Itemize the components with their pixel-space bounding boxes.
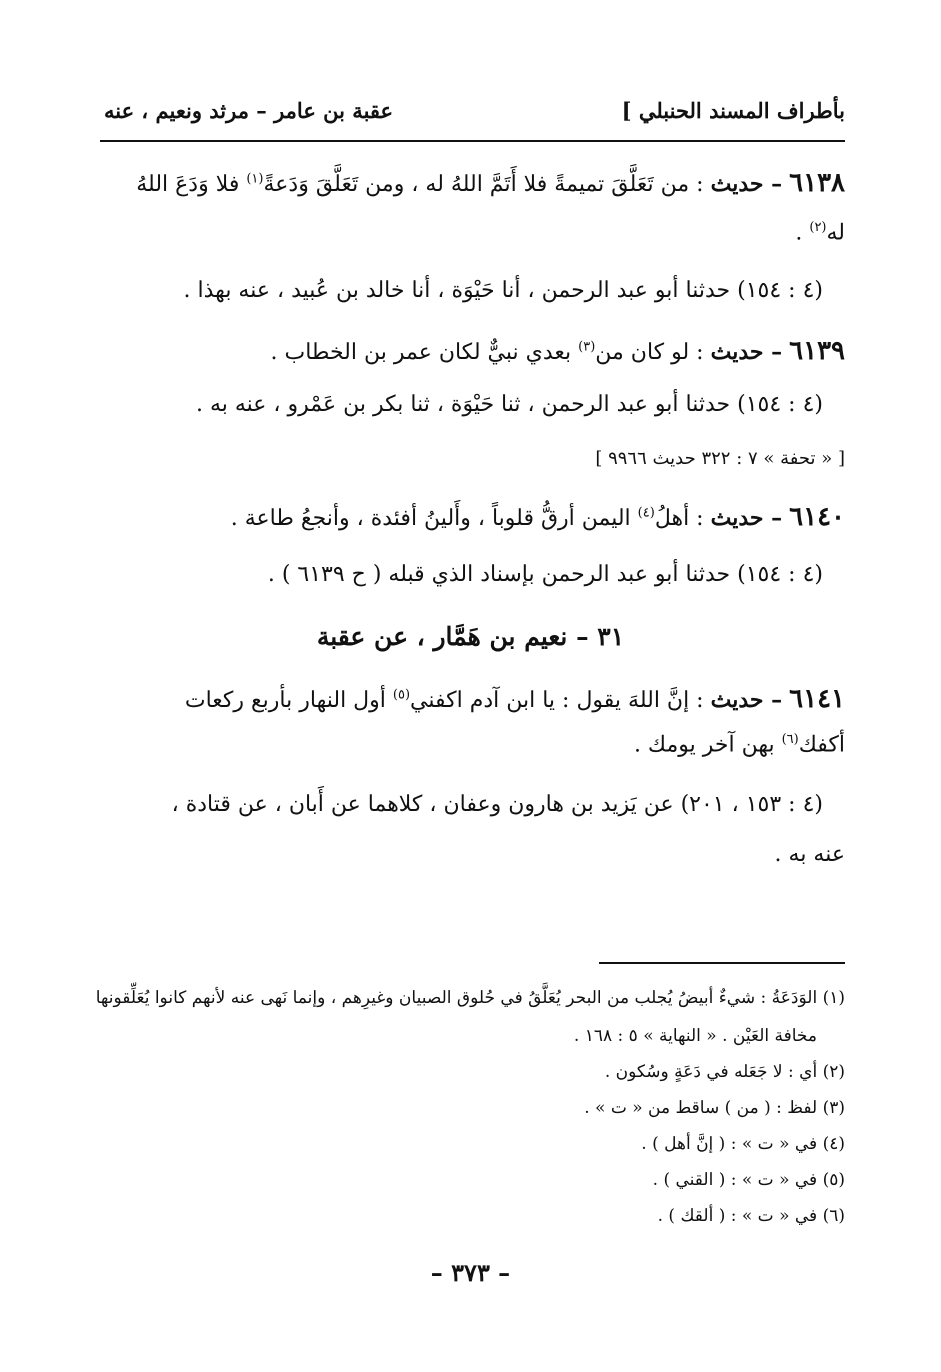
- header-rule: [100, 140, 845, 142]
- footnote-1-line2: مخافة العَيْن . « النهاية » ٥ : ١٦٨ .: [573, 1026, 817, 1046]
- footnote-ref: (٥): [392, 687, 411, 703]
- footnote-ref: (٣): [578, 339, 596, 355]
- footnote-2: (٢) أي : لا جَعَله في دَعَةٍ وسُكون .: [604, 1062, 845, 1082]
- hadith-label: حديث: [710, 171, 764, 197]
- hadith-text: اليمن أرقُّ قلوباً ، وأَلينُ أفئدة ، وأنجعُ طاعة .: [230, 506, 631, 531]
- page-number: – ٣٧٣ –: [430, 1258, 511, 1287]
- footnote-rule: [599, 962, 845, 964]
- hadith-text: أكفك: [798, 732, 845, 758]
- hadith-6138-line2: [795, 220, 845, 247]
- hadith-label: حديث: [710, 687, 764, 713]
- footnote-6: (٦) في « ت » : ( ألقك ) .: [657, 1206, 845, 1226]
- hadith-number: ٦١٤٠: [789, 502, 845, 532]
- hadith-text: : من تَعَلَّقَ تميمةً فلا أَتَمَّ اللهُ له ، ومن تَعَلَّقَ وَدَعةً: [263, 172, 704, 197]
- hadith-6139-source: (٤ : ١٥٤) حدثنا أبو عبد الرحمن ، ثنا حَيْوَة ، ثنا بكر بن عَمْرو ، عنه به .: [195, 392, 823, 417]
- footnote-1-line1: (١) الوَدَعَةُ : شيءٌ أبيضُ يُجلب من البحر يُعَلَّقُ في حُلوق الصبيان وغيرِهم ، وإنما نَهى عنه لأنهم كانوا يُعَلِّقونها: [95, 988, 845, 1008]
- footnote-ref: (١): [246, 171, 264, 187]
- hadith-text: بهن آخر يومك .: [633, 732, 775, 758]
- hadith-number: ٦١٣٩: [789, 336, 845, 366]
- footnote-5: (٥) في « ت » : ( القني ) .: [652, 1170, 845, 1190]
- hadith-6140-source: (٤ : ١٥٤) حدثنا أبو عبد الرحمن بإسناد الذي قبله ( ح ٦١٣٩ ) .: [267, 562, 823, 587]
- footnote-ref: (٢): [809, 220, 827, 235]
- hadith-6138-line1: ٦١٣٨ – حديث : من تَعَلَّقَ تميمةً فلا أَتَمَّ اللهُ له ، ومن تَعَلَّقَ وَدَعةً$^{(١)}$ فلا وَدَعَ اللهُ: [136, 168, 845, 198]
- footnote-ref: (٤): [637, 505, 655, 521]
- running-header-section: عقبة بن عامر – مرثد ونعيم ، عنه: [104, 98, 394, 123]
- section-title: ٣١ – نعيم بن هَمَّار ، عن عقبة: [316, 622, 625, 651]
- hadith-text: : أهلُ: [654, 506, 704, 531]
- hadith-6139-line1: ٦١٣٩ – حديث : لو كان من$^{(٣)}$ بعدي نبيٌّ لكان عمر بن الخطاب .: [270, 336, 845, 366]
- hadith-text: بعدي نبيٌّ لكان عمر بن الخطاب .: [270, 340, 572, 365]
- hadith-label: حديث: [710, 505, 764, 531]
- hadith-text: له: [826, 220, 845, 246]
- tuhfa-reference: [ « تحفة » ٧ : ٣٢٢ حديث ٩٩٦٦ ]: [595, 448, 845, 469]
- hadith-text: : إنَّ اللهَ يقول : يا ابن آدم اكفني: [410, 688, 704, 713]
- hadith-text: فلا وَدَعَ اللهُ: [136, 172, 240, 197]
- hadith-6141-source-line1: (٤ : ١٥٣ ، ٢٠١) عن يَزيد بن هارون وعفان ، كلاهما عن أَبان ، عن قتادة ،: [171, 792, 823, 817]
- hadith-text: .: [795, 220, 803, 246]
- footnote-3: (٣) لفظ : ( من ) ساقط من « ت » .: [584, 1098, 845, 1118]
- hadith-label: حديث: [710, 339, 764, 365]
- hadith-6141-source-line2: عنه به .: [774, 842, 845, 867]
- running-header-book: بأطراف المسند الحنبلي ]: [621, 98, 845, 123]
- hadith-number: ٦١٣٨: [789, 168, 845, 198]
- hadith-text: أول النهار بأربع ركعات: [184, 688, 386, 713]
- hadith-6138-source: (٤ : ١٥٤) حدثنا أبو عبد الرحمن ، أنا حَيْوَة ، أنا خالد بن عُبيد ، عنه بهذا .: [183, 278, 823, 303]
- hadith-6141-line1: ٦١٤١ – حديث : إنَّ اللهَ يقول : يا ابن آدم اكفني$^{(٥)}$ أول النهار بأربع ركعات: [184, 684, 845, 714]
- footnote-4: (٤) في « ت » : ( إنَّ أهل ) .: [641, 1134, 845, 1154]
- hadith-number: ٦١٤١: [789, 684, 845, 714]
- hadith-6141-line2: [634, 732, 845, 759]
- hadith-text: : لو كان من: [595, 340, 704, 365]
- footnote-ref: (٦): [781, 732, 799, 747]
- hadith-6140-line1: ٦١٤٠ – حديث : أهلُ$^{(٤)}$ اليمن أرقُّ قلوباً ، وأَلينُ أفئدة ، وأنجعُ طاعة .: [230, 502, 845, 532]
